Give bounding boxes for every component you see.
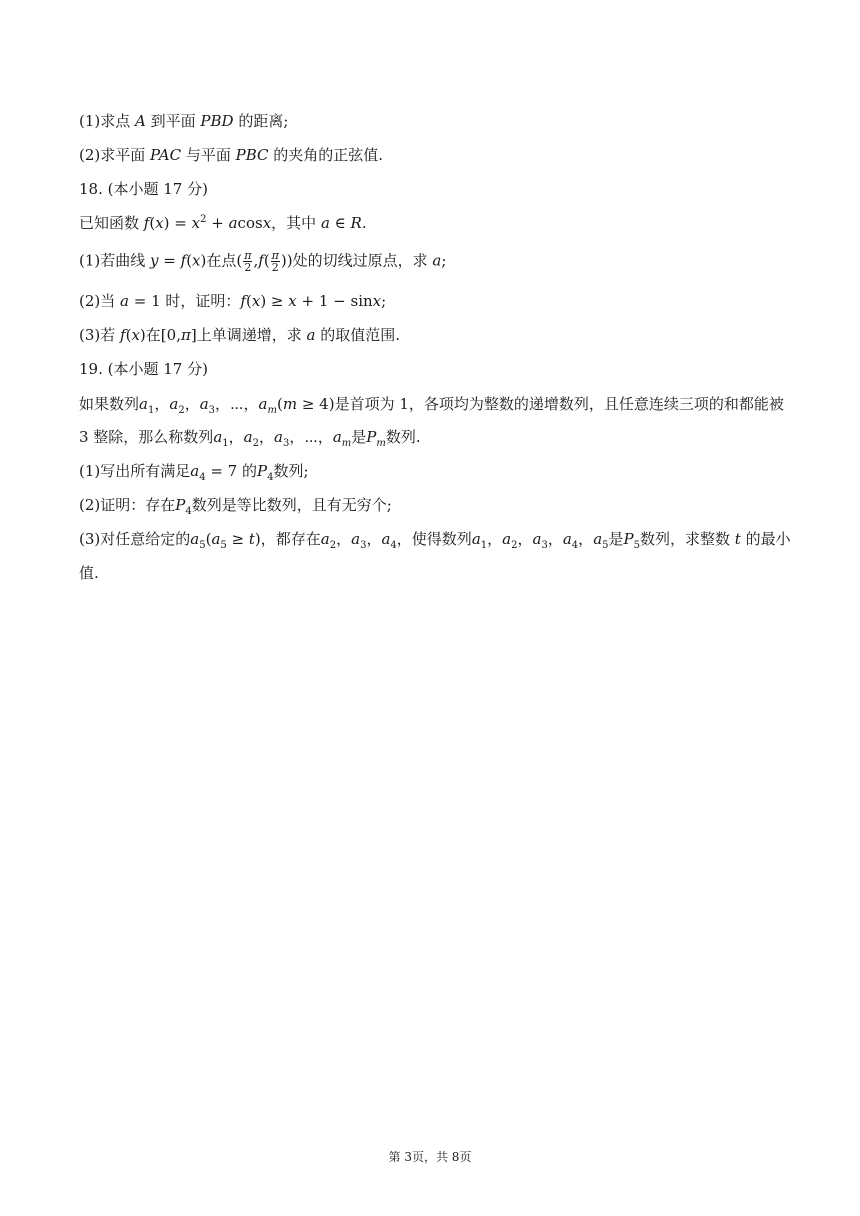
math-function: f bbox=[143, 214, 150, 232]
math-PAC: PAC bbox=[150, 146, 182, 164]
text: ，都存在 bbox=[260, 530, 321, 548]
q19-part2: (2)证明：存在$P_4$数列是等比数列，且有无穷个; bbox=[79, 496, 392, 517]
text: 的 bbox=[237, 462, 258, 480]
text: 是首项为 1，各项均为整数的递增数列，且任意连续三项的和都能被 bbox=[334, 395, 784, 413]
q17-part2 bbox=[79, 145, 789, 165]
math-PBC: PBC bbox=[235, 146, 269, 164]
q18-part2: (2)当 a = 1 时，证明：f(x) ≥ x + 1 − sinx; bbox=[79, 292, 387, 310]
text: 是 bbox=[351, 428, 367, 446]
q18-part3: (3)若 f(x)在[0,π]上单调递增，求 a 的取值范围. bbox=[79, 326, 400, 344]
text: 的距离; bbox=[233, 112, 289, 130]
text: (3)若 bbox=[79, 326, 121, 344]
math-A: A bbox=[135, 112, 146, 130]
page-footer: 第 3页，共 8页 bbox=[388, 1150, 472, 1164]
text: (1)若曲线 bbox=[79, 251, 151, 270]
text: 数列. bbox=[385, 428, 421, 446]
text: 是 bbox=[608, 530, 624, 548]
text: ; bbox=[441, 251, 447, 270]
text: ，其中 bbox=[271, 214, 321, 232]
q18-part1: (1)若曲线 y = f(x)在点( $\frac{\pi}{2}$ ,f( $\frac{\pi}{2}$ ))处的切线过原点，求 a; bbox=[79, 249, 447, 274]
text: 数列; bbox=[273, 462, 309, 480]
text: 在 bbox=[145, 326, 161, 344]
text: 时，证明： bbox=[160, 292, 241, 310]
q19-stem-line2: 3 整除，那么称数列$a_1$，$a_2$，$a_3$，⋯，$a_m$是$P_m$数列. bbox=[79, 428, 421, 449]
text: (3)对任意给定的 bbox=[79, 530, 191, 548]
text: . bbox=[361, 214, 367, 232]
text: 数列是等比数列，且有无穷个; bbox=[191, 496, 392, 514]
q19-stem-line1: 如果数列$a_1$，$a_2$，$a_3$，⋯，$a_m(m \ge 4)$是首项为 1，各项均为整数的递增数列，且任意连续三项的和都能被 bbox=[79, 395, 784, 416]
text: 3 整除，那么称数列 bbox=[79, 428, 214, 446]
text: 与平面 bbox=[181, 146, 236, 164]
text: ，使得数列 bbox=[396, 530, 472, 548]
text: )处的切线过原点，求 bbox=[286, 251, 433, 270]
text: 上单调递增，求 bbox=[196, 326, 307, 344]
q18-stem: 已知函数 $f(x) = x^2 + acosx$，其中 a ∈ R. bbox=[79, 214, 367, 232]
text: 已知函数 bbox=[79, 214, 144, 232]
text: (2)当 bbox=[79, 292, 121, 310]
text: 的取值范围. bbox=[315, 326, 400, 344]
text: (2)求平面 bbox=[79, 146, 151, 164]
q18-header: 18. (本小题 17 分) bbox=[79, 180, 208, 198]
text: 数列，求整数 bbox=[640, 530, 735, 548]
q19-part3-line1: (3)对任意给定的$a_5(a_5 \ge t)$，都存在$a_2$，$a_3$，$a_4$，使得数列$a_1$，$a_2$，$a_3$，$a_4$，$a_5$是$P_5$数列，求整数 t 的最小 bbox=[79, 530, 791, 551]
q19-part3-line2: 值. bbox=[79, 564, 99, 582]
text: 如果数列 bbox=[79, 395, 140, 413]
text: 在点( bbox=[206, 251, 243, 270]
fraction-pi-over-2: $\frac{\pi}{2}$ bbox=[271, 249, 279, 274]
text: 到平面 bbox=[145, 112, 201, 130]
text: 的最小 bbox=[740, 530, 791, 548]
math-PBD: PBD bbox=[200, 112, 234, 130]
text: (1)写出所有满足 bbox=[79, 462, 191, 480]
q19-part1: (1)写出所有满足$a_4 = 7$ 的$P_4$数列; bbox=[79, 462, 309, 483]
text: ; bbox=[381, 292, 387, 310]
fraction-pi-over-2: $\frac{\pi}{2}$ bbox=[244, 249, 252, 274]
text: (2)证明：存在 bbox=[79, 496, 176, 514]
q19-header: 19. (本小题 17 分) bbox=[79, 360, 208, 378]
q17-part1 bbox=[79, 111, 789, 131]
text: 的夹角的正弦值. bbox=[268, 146, 384, 164]
text: (1)求点 bbox=[79, 112, 136, 130]
